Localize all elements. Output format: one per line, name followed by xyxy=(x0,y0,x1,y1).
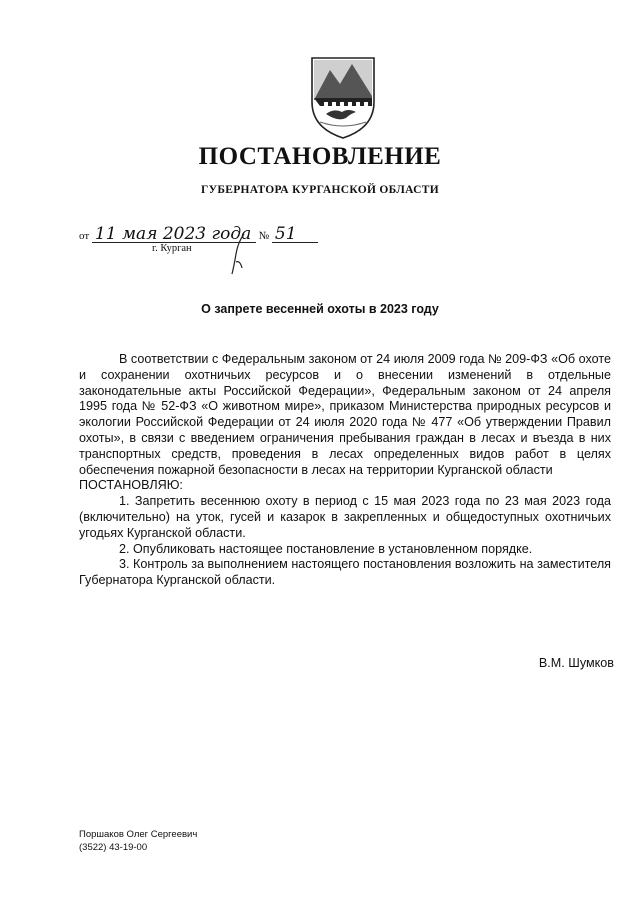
contact-block xyxy=(79,829,197,854)
handwritten-number: 51 xyxy=(272,226,318,243)
list-item: 3. Контроль за выполнением настоящего постановления возложить на заместителя Губернатора Курганской области. xyxy=(79,557,611,588)
list-item: 2. Опубликовать настоящее постановление в установленном порядке. xyxy=(119,541,533,556)
document-subtitle: ГУБЕРНАТОРА КУРГАНСКОЙ ОБЛАСТИ xyxy=(201,184,439,196)
date-line xyxy=(79,226,318,243)
contact-name: Поршаков Олег Сергеевич xyxy=(79,829,198,840)
resolve-line: ПОСТАНОВЛЯЮ: xyxy=(79,478,183,493)
handwritten-mark-icon xyxy=(228,232,254,276)
contact-phone: (3522) 43-19-00 xyxy=(79,841,148,853)
document-heading: О запрете весенней охоты в 2023 году xyxy=(201,302,439,316)
list-item: 1. Запретить весеннюю охоту в период с 15 мая 2023 года по 23 мая 2023 года (включительно) на уток, гусей и казарок в закрепленных и общедоступных охотничьих угодьях Курганской области. xyxy=(79,494,611,540)
preamble-paragraph: В соответствии с Федеральным законом от 24 июля 2009 года № 209-ФЗ «Об охоте и сохранении охотничьих ресурсов и о внесении изменений в отдельные законодательные акты Российской Федерации», Федеральным законом от 24 апреля 1995 года № 52-ФЗ «О животном мире», приказом Министерства природных ресурсов и экологии Российской Федерации от 24 июля 2020 года № 477 «Об утверждении Правил охоты», в связи с введением ограничения пребывания граждан в лесах и въезда в них транспортных средств, проведения в лесах определенных видов работ в целях обеспечения пожарной безопасности в лесах на территории Курганской области xyxy=(79,352,611,477)
coat-of-arms-icon xyxy=(306,50,380,140)
document-body xyxy=(79,352,611,589)
signature-name: В.М. Шумков xyxy=(538,656,614,670)
city-label: г. Курган xyxy=(152,243,192,254)
number-prefix: № xyxy=(258,230,270,242)
document-title: ПОСТАНОВЛЕНИЕ xyxy=(198,143,442,170)
handwritten-date: 11 мая 2023 года xyxy=(92,226,256,243)
date-prefix: от xyxy=(79,230,90,242)
